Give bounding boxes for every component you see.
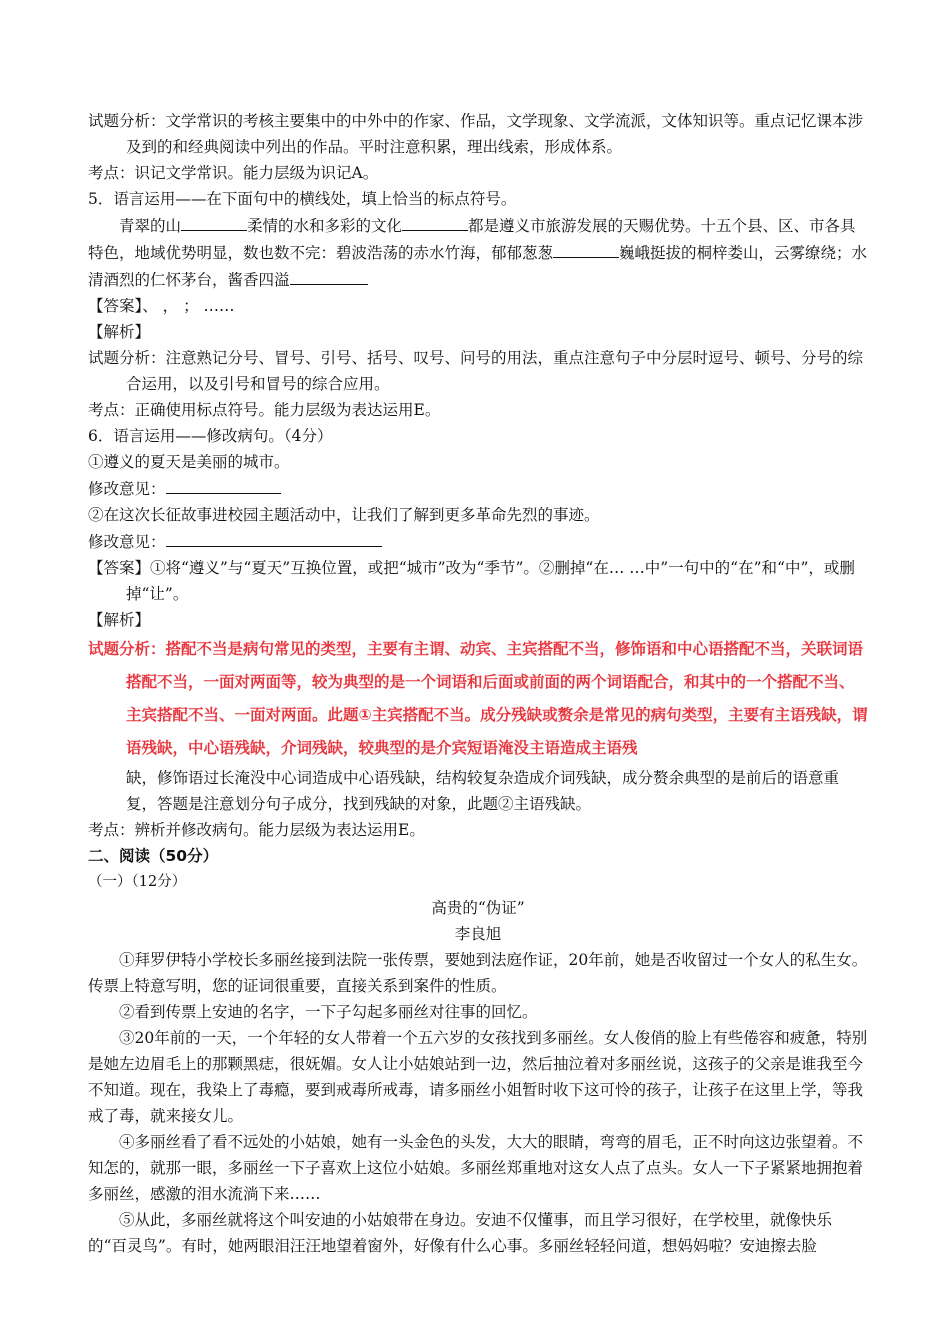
q5-title: 5．语言运用——在下面句中的横线处，填上恰当的标点符号。 [88,190,517,208]
q6-fix-1: 修改意见： [88,475,868,502]
article-paragraph-5: ⑤从此，多丽丝就将这个叫安迪的小姑娘带在身边。安迪不仅懂事，而且学习很好，在学校里，就像快乐的“百灵鸟”。有时，她两眼泪汪汪地望着窗外，好像有什么心事。多丽丝轻轻问道，想妈妈啦？安迪擦去脸 [88,1211,833,1255]
q5-blank-4 [290,266,368,285]
q5-blank-1 [181,212,247,231]
q6-title: 6．语言运用——修改病句。（4分） [88,427,333,445]
article-paragraph-4: ④多丽丝看了看不远处的小姑娘，她有一头金色的头发，大大的眼睛，弯弯的眉毛，正不时向这边张望着。不知怎的，就那一眼，多丽丝一下子喜欢上这位小姑娘。多丽丝郑重地对这女人点了点头。女人一下子紧紧地拥抱着多丽丝，感激的泪水流淌下来…… [88,1133,864,1203]
q6-fix-blank-2 [166,528,382,547]
q5-sentence: 青翠的山 柔情的水和多彩的文化 都是遵义市旅游发展的天赐优势。十五个县、区、市各具特色，地域优势明显，数也数不完：碧波浩荡的赤水竹海，郁郁葱葱 巍峨挺拔的桐梓娄山，云雾缭绕；水清酒烈的仁怀茅台，酱香四溢 [88,212,868,293]
q6-analysis-highlighted: 试题分析：搭配不当是病句常见的类型，主要有主谓、动宾、主宾搭配不当，修饰语和中心语搭配不当，关联词语搭配不当，一面对两面等，较为典型的是一个词语和后面或前面的两个词语配合，和其中的一个搭配不当、主宾搭配不当、一面对两面。此题①主宾搭配不当。成分残缺或赘余是常见的病句类型，主要有主语残缺，谓语残缺，中心语残缺，介词残缺，较典型的是介宾短语淹没主语造成主语残 [88,640,868,757]
q6-sentence-1: ①遵义的夏天是美丽的城市。 [88,453,290,471]
q6-fix-2: 修改意见： [88,528,868,555]
q6-analysis-continued: 缺，修饰语过长淹没中心词造成中心语残缺，结构较复杂造成介词残缺，成分赘余典型的是前后的语意重复，答题是注意划分句子成分，找到残缺的对象，此题②主语残缺。 [126,769,840,813]
article-author: 李良旭 [454,925,502,943]
q6-fix-blank-1 [166,475,281,494]
reading-part-label: （一）（12分） [88,874,187,890]
reading-section-heading: 二、阅读（50分） [88,847,219,865]
q5-blank-2 [402,212,468,231]
q5-jiexi-label: 【解析】 [88,323,151,341]
q5-blank-3 [553,239,619,258]
article-paragraph-1: ①拜罗伊特小学校长多丽丝接到法院一张传票，要她到法庭作证，20年前，她是否收留过一个女人的私生女。传票上特意写明，您的证词很重要，直接关系到案件的性质。 [88,951,868,995]
q6-answer: 【答案】①将“遵义”与“夏天”互换位置，或把“城市”改为“季节”。②删掉“在… …中”一句中的“在”和“中”，或删掉“让”。 [88,559,855,603]
q6-jiexi-label: 【解析】 [88,611,151,629]
q5-analysis: 试题分析：注意熟记分号、冒号、引号、括号、叹号、问号的用法，重点注意句子中分层时逗号、顿号、分号的综合运用，以及引号和冒号的综合应用。 [88,349,864,393]
document-body [88,108,868,1259]
q6-sentence-2: ②在这次长征故事进校园主题活动中，让我们了解到更多革命先烈的事迹。 [88,506,600,524]
article-paragraph-3: ③20年前的一天，一个年轻的女人带着一个五六岁的女孩找到多丽丝。女人俊俏的脸上有些倦容和疲惫，特别是她左边眉毛上的那颗黑痣，很妩媚。女人让小姑娘站到一边，然后抽泣着对多丽丝说，这孩子的父亲是谁我至今不知道。现在，我染上了毒瘾，要到戒毒所戒毒，请多丽丝小姐暂时收下这可怜的孩子，让孩子在这里上学，等我戒了毒，就来接女儿。 [88,1029,868,1125]
article-title: 高贵的“伪证” [431,899,525,917]
q5-kaodian: 考点：正确使用标点符号。能力层级为表达运用E。 [88,401,441,419]
article-paragraph-2: ②看到传票上安迪的名字，一下子勾起多丽丝对往事的回忆。 [119,1003,538,1021]
q5-answer: 【答案】、 ， ； …… [88,297,235,315]
q6-kaodian: 考点：辨析并修改病句。能力层级为表达运用E。 [88,821,425,839]
q4-kaodian: 考点：识记文学常识。能力层级为识记A。 [88,164,379,182]
q4-analysis: 试题分析：文学常识的考核主要集中的中外中的作家、作品，文学现象、文学流派，文体知识等。重点记忆课本涉及到的和经典阅读中列出的作品。平时注意积累，理出线索，形成体系。 [88,112,864,156]
